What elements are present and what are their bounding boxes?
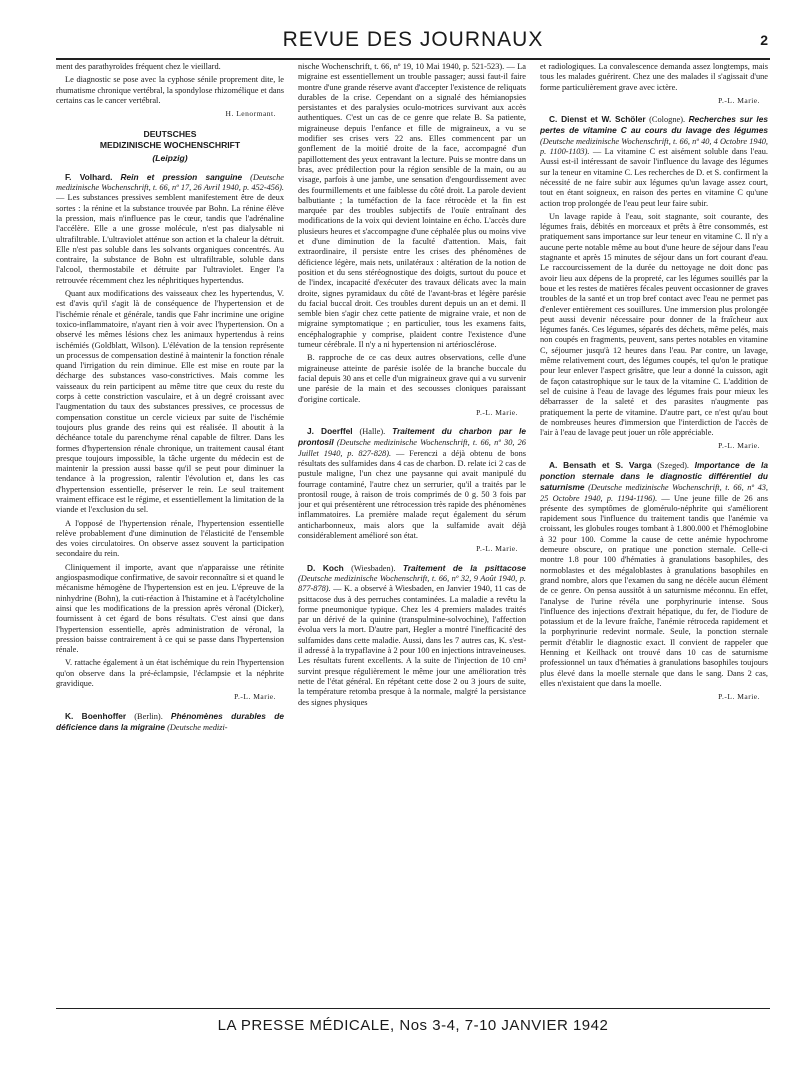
author-signature: P.-L. Marie.: [718, 95, 760, 105]
article-title: Phénomènes durables de déficience dans la migraine: [56, 710, 284, 732]
author-signature: P.-L. Marie.: [718, 692, 760, 702]
author-signature: P.-L. Marie.: [718, 441, 760, 451]
article-reference: (Deutsche medizinische Wochenschrift, t. 66, nº 32, 9 Août 1940, p. 877-878).: [298, 573, 526, 594]
page-footer: [56, 1008, 770, 1039]
article-reference: (Deutsche medizinische Wochenschrift, t. 66, nº 43, 25 Octobre 1940, p. 1194-1196).: [540, 483, 768, 503]
article-text: — La vitamine C est aisément soluble dans l'eau. Aussi est-il intéressant de savoir l'influence du lavage des légumes sur la teneur en vitamine C. Les recherches de D. et S. confirment la nécessité de ne faire subir aux légumes qu'un lavage assez court, tout en étant soigneux, en raison des pertes en vitamine C qu'une action trop prolongée de l'eau peut leur faire subir.: [540, 147, 768, 208]
article-text: — K. a observé à Wiesbaden, en Janvier 1940, 11 cas de psittacose dus à des perruches contaminées. La maladie a revêtu la forme pneumonique typique. Chez les 4 premiers malades traités par un dérivé de la quinine (transpulmine-solvochine), l'affection évolua vers la mort. D'autre part, Hegler a montré l'inefficacité des sulfamides dans cette maladie. Aussi, dans les 7 autres cas, K. s'est-il adressé à la trypaflavine à 2 pour 100 en injections intraveineuses. Les résultats furent excellents. A la suite de l'injection de 10 cm³ survint presque régulièrement le même jour une amélioration très nette de l'état général. En répétant cette dose 2 ou 3 jours de suite, la température retomba presque à la normale, malgré la persistance des signes physiques: [298, 584, 526, 707]
article-reference: (Deutsche medizinische Wochenschrift, t. 66, nº 30, 26 Juillet 1940, p. 827-828).: [298, 438, 526, 458]
article-reference: (Deutsche medizinische Wochenschrift, t. 66, nº 17, 26 Avril 1940, p. 452-456).: [56, 172, 284, 193]
article-text: — Ferenczi a déjà obtenu de bons résultats des sulfamides dans 4 cas de charbon. D. relate ici 2 cas de pustule maligne, l'un chez une paysanne qui avait manipulé du fourrage contaminé, l'autre chez un serrurier, qu'il a traités par le prontosil rouge, à raison de trois comprimés de 0 g. 50 3 fois par jour et qui présentèrent une rétrocession très rapide des phénomènes inflammatoires. La première malade reçut également du sérum anticharbonneux, mais alors que la sulfamide avait déjà considérablement amélioré son état.: [298, 448, 526, 541]
column-2: [298, 62, 526, 1004]
article-place: (Cologne).: [649, 115, 686, 125]
author-signature: P.-L. Marie.: [476, 544, 518, 554]
article-author: J. Doerffel: [307, 426, 353, 437]
article-volhard: [56, 172, 284, 286]
article-text: — Les substances pressives semblent manifestement être de deux sortes : la rénine et la substance trouvée par Bohn. La rénine élève la pression, mais n'influence pas le cœur, tandis que l'adrénaline l'accélère. Elle a une grosse molécule, n'est pas dialysable ni ultrafiltrable. L'ultraviolet atténue son action et la chaleur la détruit. Elle n'est pas soluble dans les solvants organiques concentrés. Au contraire, la substance de Bohn est ultrafiltrable, soluble dans l'alcool, thermostabile et détruite par l'ultraviolet. Enger l'a retrouvée récemment chez les néphritiques hypertendus.: [56, 193, 284, 285]
paragraph: Quant aux modifications des vaisseaux chez les hypertendus, V. est d'avis qu'il s'agit là de conséquence de l'hypertension et de l'ischémie rénale et générale, tandis que Fahr incrimine une origine toxico-inflammatoire, n'ayant rien à voir avec l'hypertension. On a observé les mêmes lésions chez les animaux hypertendus à reins ischémiés (Goldblatt, Wilson). L'élévation de la tension représente un processus de compensation destiné à maintenir la fonction rénale quand l'irrigation du rein diminue. Elle est mise en route par la décharge des substances vaso-constrictives. Mais comme les vaisseaux du rein participent au même titre que ceux du reste du corps à cette constriction vasculaire, et à un degré croissant avec l'augmentation du taux des substances pressives, ce processus de compensation constitue un cercle vicieux par suite de l'ischémie toujours plus grande des reins qui est réalisée. Il aboutit à la déchéance totale du parenchyme rénal capable de filtrer. Dans les formes d'hypertension rénale chronique, un traitement causal étant presque toujours impossible, la tâche urgente du médecin est de maintenir la pression aussi basse qu'il se peut pour diminuer la tendance à la progression, ralentir l'évolution et, dans les cas d'hypertension essentielle, préserver le rein. Le seul traitement vraiment efficace est le régime, et essentiellement la limitation de la viande et l'exclusion du sel.: [56, 289, 284, 515]
article-reference: (Deutsche medizinische Wochenschrift, t. 66, nº 40, 4 Octobre 1940, p. 1100-1103).: [540, 136, 768, 157]
footer-journal-issue: LA PRESSE MÉDICALE, Nos 3-4, 7-10 JANVIER 1942: [217, 1017, 609, 1034]
paragraph: et radiologiques. La convalescence demanda assez longtemps, mais tous les malades guérirent. Chez une des malades il s'agissait d'une forme particulièrement grave avec ictère.: [540, 62, 768, 92]
paragraph: Le diagnostic se pose avec la cyphose sénile proprement dite, le rhumatisme chronique vertébral, la spondylose rhizomélique et dans certains cas le cancer vertébral.: [56, 75, 284, 105]
article-title: Importance de la ponction sternale dans le diagnostic différentiel du saturnisme: [540, 459, 768, 493]
paragraph: nische Wochenschrift, t. 66, nº 19, 10 Mai 1940, p. 521-523). — La migraine est essentiellement un trouble passager; aussi faut-il faire montre d'une grande réserve avant d'accepter l'existence de reliquats durables de la crise. Cependant on a signalé des hémianopsies persistantes et des paralysies oculo-motrices survivant aux accès authentiques. C'est un cas de ce genre que relate B. Sa patiente, migraineuse depuis l'enfance et fille de migraineux, a vu se modifier ses crises vers 22 ans. Elles commencent par un gonflement de la moitié droite de la face, accompagné d'un papillottement des yeux entravant la lecture. Puis se montre dans un bras, avec prédilection pour la région sensible de la main, ou au visage, parfois à une jambe, une sensation d'engourdissement avec des fourmillements et une faiblesse du côté droit. La parole devient balbutiante ; la tuméfaction de la face rétrocède et la fin est marquée par des troubles subjectifs de l'ouïe entraînant des modifications de la voix qui devient lointaine en écho. L'accès dure plusieurs heures et s'accompagne d'une céphalée plus ou moins vive et d'une diminution de la faculté d'attention. Mais, fait extraordinaire, il persiste entre les crises des phénomènes de déficience légère, mais nets, unilatéraux : altération de la notion de position et du sens stéréognostique des doigts, surtout du pouce et de l'index, incapacité d'exécuter des travaux délicats avec la main droite, signes pyramidaux du côté de l'avant-bras et légère parésie du facial buccal droit. Ces troubles durent depuis un an et demi. Il semble bien s'agir chez cette patiente de migraine vraie, et non de migraine symptomatique ; en particulier, tous les examens faits, encéphalographie y comprise, plaident contre l'existence d'une tumeur cérébrale. Il n'y a ni hypertension ni artériosclérose.: [298, 62, 526, 350]
journal-place: (Leipzig): [152, 153, 188, 164]
article-author: K. Boenhoffer: [65, 710, 127, 721]
article-place: (Berlin).: [134, 711, 163, 721]
page-title: REVUE DES JOURNAUX: [282, 28, 544, 51]
article-doerffel: [298, 426, 526, 541]
article-title: Recherches sur les pertes de vitamine C au cours du lavage des légumes: [540, 114, 768, 136]
author-signature: P.-L. Marie.: [476, 407, 518, 417]
article-bensath-varga: [540, 460, 768, 690]
article-reference: (Deutsche medizi-: [167, 722, 228, 732]
article-author: C. Dienst et W. Schöler: [549, 114, 646, 125]
author-signature: H. Lenormant.: [225, 109, 276, 119]
page-number: 2: [760, 32, 768, 48]
article-title: Traitement de la psittacose: [402, 562, 526, 573]
journal-heading: [56, 129, 284, 151]
page-header: [56, 22, 770, 60]
paragraph: Un lavage rapide à l'eau, soit stagnante, soit courante, des légumes frais, débités en morceaux et prêts à être consommés, est pratiquement sans importance sur leur teneur en vitamine C. Il n'y a aucune perte notable même au bout d'une heure de séjour dans l'eau stagnante et après 15 minutes de séjour dans un fort courant d'eau. Le raccourcissement de la durée du nettoyage ne doit donc pas avoir lieu aux dépens de la propreté, car les légumes souillés par la boue et les restes de matières fécales peuvent occasionner de graves troubles de la santé et un trop bref contact avec l'eau ne permet pas d'enlever entièrement ces souillures. Une immersion plus prolongée peut aussi devenir nécessaire pour donner de la fraîcheur aux légumes fanés. Ces légumes, séparés des déchets, même pelés, mais non coupés en fragments, peuvent, sans pertes notables en vitamine C, séjourner jusqu'à 12 heures dans l'eau. Par contre, un lavage, même relativement court, des légumes coupés, tel qu'on le pratique pour leur enlever l'aspect grisâtre, que leur a donné la cuisson, agit de façon catastrophique sur le taux de la vitamine C. L'addition de sel de cuisine à l'eau de lavage des légumes frais pour mieux les débarrasser de la saleté et des parasites n'augmente pas pratiquement la perte de vitamine. D'autre part, ce n'est qu'au bout de nombreuses heures d'immersion que l'interdiction de l'accès de l'air à l'eau de lavage peut jouer un rôle appréciable.: [540, 211, 768, 438]
article-author: D. Koch: [307, 562, 344, 573]
paragraph: Cliniquement il importe, avant que n'apparaisse une rétinite angiospasmodique confirmative, de savoir reconnaître si et quand le mécanisme hémogène de l'hypertension est en jeu. L'épreuve de la ninhydrine (Bohn), la cuti-réaction à l'histamine et à l'acétylcholine ainsi que les modifications de la pression après véronal (Dicker), fournissent à cet égard de bons résultats. C'est ainsi que dans l'hypertension essentielle, après administration de véronal, la pression baisse contrairement à ce qui se passe dans l'hypertension rénale.: [56, 562, 284, 655]
article-author: A. Bensath et S. Varga: [549, 459, 652, 470]
paragraph: A l'opposé de l'hypertension rénale, l'hypertension essentielle relève probablement d'une diminution de l'élasticité de l'ensemble des voies circulatoires. On observe assez souvent la participation secondaire du rein.: [56, 518, 284, 559]
column-1: [56, 62, 284, 1004]
paragraph: ment des parathyroïdes fréquent chez le vieillard.: [56, 62, 221, 71]
article-place: (Halle).: [359, 427, 386, 437]
article-boenhoffer: [56, 711, 284, 734]
article-title: Traitement du charbon par le prontosil: [298, 426, 526, 448]
article-text: — Une jeune fille de 26 ans présente des symptômes de glomérulo-néphrite qui s'améliorent rapidement sous l'influence du traitement tandis que l'anémie va croissant, les globules rouges tombant à 1.800.000 et l'hémoglobine à 32 pour 100. Comme la cause de cette anémie hypochrome demeure obscure, on pratique une ponction sternale. Celle-ci montre 1.8 pour 100 d'hématies à granulations basophiles, des normoblastes et des mégaloblastes à granulations basophiles en grand nombre, alors que l'examen du sang ne décèle aucun élément de ce genre. On pensa aussitôt à un saturnisme méconnu. En effet, l'analyse de l'urine révéla une porphyrinurie intense. Sous l'influence des injections d'extrait hépatique, du fer, de l'iodure de potassium et de la levure fraîche, l'anémie rétroceda rapidement et la porphyrinurie redevint normale. Seule, la ponction sternale permit d'établir le diagnostic exact. Il convient de rappeler que Henning et Keilhack ont trouvé dans 10 cas de saturnisme professionnel un taux d'hématies à granulations basophiles toujours plus élevé dans la moelle sternale que dans le sang. Dans 2 cas, elles n'existaient que dans la moelle.: [540, 493, 768, 688]
journal-name-line: MEDIZINISCHE WOCHENSCHRIFT: [99, 140, 241, 151]
article-place: (Wiesbaden).: [351, 563, 396, 573]
article-author: F. Volhard.: [65, 171, 113, 182]
article-place: (Szeged).: [657, 460, 690, 470]
article-columns: [56, 62, 770, 1004]
paragraph: B. rapproche de ce cas deux autres observations, celle d'une migraineuse atteinte de parésie isolée de la branche buccale du facial depuis 30 ans et celle d'un migraineux grave qui a vu survenir une parésie de la main et des secousses cloniques paraissant d'origine corticale.: [298, 353, 526, 404]
article-koch: [298, 563, 526, 708]
article-title: Rein et pression sanguine: [120, 171, 243, 182]
article-dienst-scholer: [540, 114, 768, 209]
column-3: [540, 62, 768, 1004]
paragraph: V. rattache également à un état ischémique du rein l'hypertension qu'on observe dans la pré-éclampsie, l'éclampsie et la néphrite gravidique.: [56, 658, 284, 689]
journal-name-line: DEUTSCHES: [143, 129, 197, 140]
author-signature: P.-L. Marie.: [234, 692, 276, 702]
